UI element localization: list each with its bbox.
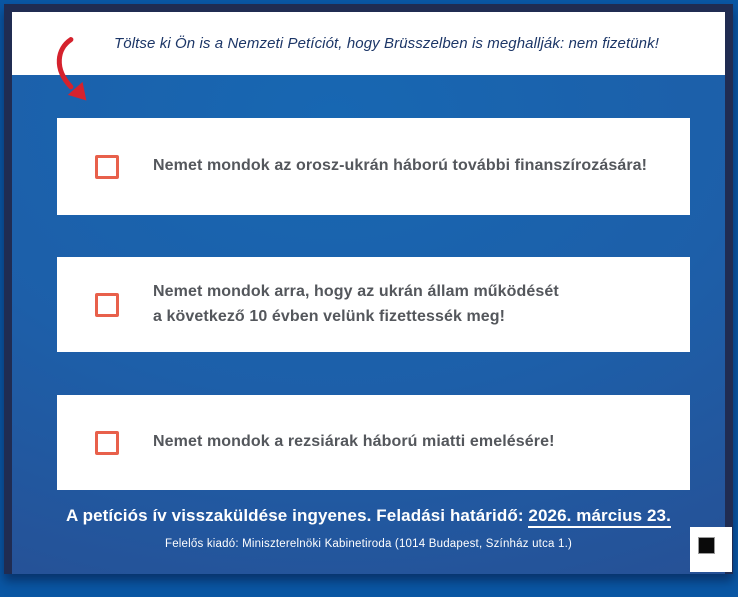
petition-item-1 — [57, 118, 690, 215]
petition-item-2-line-2: a következő 10 évben velünk fizettessék meg! — [153, 307, 506, 325]
return-notice-text: A petíciós ív visszaküldése ingyenes. Feladási határidő: — [66, 506, 529, 525]
petition-item-3 — [57, 395, 690, 490]
registration-mark-icon — [699, 538, 714, 553]
top-banner — [12, 12, 725, 75]
deadline-date: 2026. március 23. — [528, 506, 671, 528]
corner-mark-box — [690, 527, 732, 572]
petition-item-2 — [57, 257, 690, 352]
petition-item-3-line-1: Nemet mondok a rezsiárak háború miatti emelésére! — [153, 433, 555, 451]
petition-flyer — [4, 4, 733, 574]
banner-text: Töltse ki Ön is a Nemzeti Petíciót, hogy Brüsszelben is meghallják: nem fizetünk! — [114, 35, 659, 52]
petition-item-2-line-1: Nemet mondok arra, hogy az ukrán állam működését — [153, 282, 559, 300]
curved-arrow-down-icon — [50, 30, 110, 120]
petition-checkbox-1[interactable] — [95, 155, 119, 179]
publisher-line: Felelős kiadó: Miniszterelnöki Kabinetiroda (1014 Budapest, Színház utca 1.) — [164, 538, 573, 550]
flyer-body — [12, 75, 725, 574]
petition-checkbox-3[interactable] — [95, 431, 119, 455]
petition-checkbox-2[interactable] — [95, 293, 119, 317]
petition-item-1-line-1: Nemet mondok az orosz-ukrán háború további finanszírozására! — [153, 157, 648, 175]
petition-item-3-label — [153, 430, 555, 455]
petition-item-2-label — [153, 280, 559, 330]
return-notice — [12, 506, 725, 526]
petition-item-1-label — [153, 154, 647, 179]
